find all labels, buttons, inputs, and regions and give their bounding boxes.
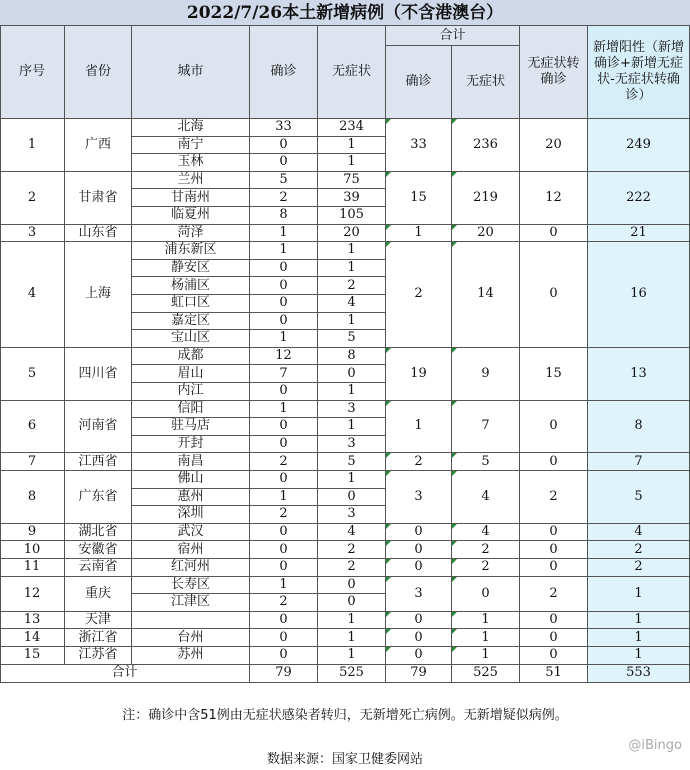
city-name: 南昌 [132,453,250,471]
city-asymptomatic: 1 [318,242,386,260]
province-new-positive: 1 [588,612,690,630]
city-asymptomatic: 3 [318,436,386,454]
province-new-positive: 4 [588,524,690,542]
city-name: 长寿区 [132,577,250,595]
city-confirmed: 1 [250,489,318,507]
city-confirmed: 2 [250,453,318,471]
row-seq: 2 [0,172,65,225]
province-total-asymptomatic: 0 [452,577,520,612]
city-name: 眉山 [132,365,250,383]
province-converted: 0 [520,612,588,630]
city-asymptomatic: 4 [318,295,386,313]
city-asymptomatic: 1 [318,629,386,647]
city-confirmed: 1 [250,242,318,260]
city-asymptomatic: 5 [318,330,386,348]
province-name: 安徽省 [65,541,132,559]
header-total-asymptomatic: 无症状 [452,46,520,119]
province-new-positive: 2 [588,541,690,559]
province-name: 云南省 [65,559,132,577]
province-total-asymptomatic: 1 [452,647,520,665]
province-total-confirmed: 2 [386,453,452,471]
header-province: 省份 [65,26,132,119]
city-confirmed: 0 [250,471,318,489]
province-name: 四川省 [65,348,132,401]
header-asymptomatic: 无症状 [318,26,386,119]
province-total-asymptomatic: 2 [452,559,520,577]
province-total-confirmed: 0 [386,647,452,665]
city-confirmed: 0 [250,260,318,278]
row-seq: 9 [0,524,65,542]
city-asymptomatic: 3 [318,506,386,524]
totals-label: 合计 [0,665,250,683]
province-total-confirmed: 1 [386,225,452,243]
city-asymptomatic: 1 [318,383,386,401]
province-total-confirmed: 33 [386,119,452,172]
row-seq: 4 [0,242,65,348]
province-total-asymptomatic: 2 [452,541,520,559]
province-name: 广西 [65,119,132,172]
city-confirmed: 0 [250,524,318,542]
province-name: 广东省 [65,471,132,524]
city-name: 江津区 [132,594,250,612]
province-converted: 0 [520,629,588,647]
province-converted: 0 [520,559,588,577]
totals-total-confirmed: 79 [386,665,452,683]
city-asymptomatic: 105 [318,207,386,225]
row-seq: 8 [0,471,65,524]
city-name: 成都 [132,348,250,366]
row-seq: 6 [0,401,65,454]
city-name [132,612,250,630]
city-confirmed: 8 [250,207,318,225]
province-converted: 0 [520,242,588,348]
footnote: 注：确诊中含51例由无症状感染者转归，无新增死亡病例。无新增疑似病例。 [122,708,568,723]
totals-confirmed: 79 [250,665,318,683]
city-asymptomatic: 20 [318,225,386,243]
row-seq: 13 [0,612,65,630]
city-confirmed: 0 [250,313,318,331]
city-confirmed: 0 [250,629,318,647]
city-asymptomatic: 0 [318,365,386,383]
city-confirmed: 0 [250,541,318,559]
city-confirmed: 0 [250,277,318,295]
city-asymptomatic: 75 [318,172,386,190]
row-seq: 10 [0,541,65,559]
city-name: 甘南州 [132,189,250,207]
city-name: 静安区 [132,260,250,278]
province-name: 江西省 [65,453,132,471]
city-name: 宿州 [132,541,250,559]
city-confirmed: 2 [250,594,318,612]
province-total-confirmed: 19 [386,348,452,401]
province-total-asymptomatic: 219 [452,172,520,225]
province-new-positive: 249 [588,119,690,172]
city-confirmed: 12 [250,348,318,366]
header-total-confirmed: 确诊 [386,46,452,119]
city-name: 兰州 [132,172,250,190]
city-name: 南宁 [132,137,250,155]
province-new-positive: 7 [588,453,690,471]
city-name: 台州 [132,629,250,647]
province-total-asymptomatic: 4 [452,524,520,542]
province-total-confirmed: 1 [386,401,452,454]
row-seq: 3 [0,225,65,243]
city-asymptomatic: 1 [318,260,386,278]
city-asymptomatic: 0 [318,594,386,612]
province-total-asymptomatic: 14 [452,242,520,348]
city-asymptomatic: 0 [318,489,386,507]
totals-new-positive: 553 [588,665,690,683]
province-name: 浙江省 [65,629,132,647]
city-confirmed: 1 [250,330,318,348]
province-converted: 12 [520,172,588,225]
province-name: 上海 [65,242,132,348]
province-name: 山东省 [65,225,132,243]
province-converted: 0 [520,401,588,454]
province-converted: 15 [520,348,588,401]
city-name: 内江 [132,383,250,401]
totals-asymptomatic: 525 [318,665,386,683]
province-name: 甘肃省 [65,172,132,225]
province-converted: 2 [520,577,588,612]
city-asymptomatic: 2 [318,541,386,559]
province-total-asymptomatic: 1 [452,612,520,630]
province-converted: 0 [520,453,588,471]
city-name: 驻马店 [132,418,250,436]
province-total-confirmed: 2 [386,242,452,348]
city-confirmed: 1 [250,225,318,243]
city-name: 玉林 [132,154,250,172]
totals-total-asymptomatic: 525 [452,665,520,683]
city-name: 临夏州 [132,207,250,225]
province-total-asymptomatic: 236 [452,119,520,172]
province-total-confirmed: 3 [386,577,452,612]
header-new-positive: 新增阳性（新增确诊+新增无症状-无症状转确诊） [588,26,690,119]
city-asymptomatic: 3 [318,401,386,419]
header-confirmed: 确诊 [250,26,318,119]
city-asymptomatic: 0 [318,577,386,595]
city-confirmed: 0 [250,295,318,313]
watermark: @iBingo [628,738,682,753]
province-converted: 0 [520,524,588,542]
province-total-confirmed: 0 [386,524,452,542]
city-confirmed: 0 [250,559,318,577]
city-name: 佛山 [132,471,250,489]
header-total: 合计 [386,26,520,46]
city-asymptomatic: 1 [318,418,386,436]
city-name: 嘉定区 [132,313,250,331]
header-converted: 无症状转确诊 [520,26,588,119]
province-new-positive: 2 [588,559,690,577]
province-total-confirmed: 0 [386,612,452,630]
city-name: 杨浦区 [132,277,250,295]
city-asymptomatic: 2 [318,559,386,577]
data-source: 数据来源：国家卫健委网站 [266,752,423,767]
city-name: 虹口区 [132,295,250,313]
province-total-asymptomatic: 4 [452,471,520,524]
province-converted: 0 [520,647,588,665]
city-name: 苏州 [132,647,250,665]
city-asymptomatic: 4 [318,524,386,542]
province-new-positive: 5 [588,471,690,524]
city-name: 红河州 [132,559,250,577]
city-name: 宝山区 [132,330,250,348]
province-total-confirmed: 0 [386,559,452,577]
city-confirmed: 1 [250,577,318,595]
city-confirmed: 0 [250,418,318,436]
city-name: 惠州 [132,489,250,507]
city-asymptomatic: 1 [318,154,386,172]
province-total-asymptomatic: 20 [452,225,520,243]
city-asymptomatic: 39 [318,189,386,207]
province-new-positive: 1 [588,577,690,612]
province-name: 江苏省 [65,647,132,665]
province-total-asymptomatic: 5 [452,453,520,471]
city-confirmed: 2 [250,189,318,207]
city-name: 北海 [132,119,250,137]
city-name: 信阳 [132,401,250,419]
province-new-positive: 16 [588,242,690,348]
province-converted: 20 [520,119,588,172]
province-new-positive: 222 [588,172,690,225]
row-seq: 7 [0,453,65,471]
province-name: 河南省 [65,401,132,454]
city-asymptomatic: 8 [318,348,386,366]
city-confirmed: 5 [250,172,318,190]
row-seq: 1 [0,119,65,172]
province-total-confirmed: 15 [386,172,452,225]
city-asymptomatic: 1 [318,612,386,630]
row-seq: 12 [0,577,65,612]
city-name: 浦东新区 [132,242,250,260]
table-left-border [0,26,1,683]
city-asymptomatic: 1 [318,647,386,665]
province-name: 湖北省 [65,524,132,542]
city-asymptomatic: 1 [318,471,386,489]
province-total-confirmed: 0 [386,541,452,559]
row-seq: 15 [0,647,65,665]
city-asymptomatic: 234 [318,119,386,137]
row-seq: 11 [0,559,65,577]
province-total-confirmed: 0 [386,629,452,647]
city-name: 武汉 [132,524,250,542]
city-confirmed: 33 [250,119,318,137]
province-total-asymptomatic: 7 [452,401,520,454]
province-total-asymptomatic: 9 [452,348,520,401]
city-name: 开封 [132,436,250,454]
city-confirmed: 0 [250,647,318,665]
city-asymptomatic: 1 [318,137,386,155]
city-name: 深圳 [132,506,250,524]
city-asymptomatic: 1 [318,313,386,331]
province-new-positive: 1 [588,629,690,647]
row-seq: 5 [0,348,65,401]
city-name: 菏泽 [132,225,250,243]
province-converted: 0 [520,225,588,243]
city-confirmed: 2 [250,506,318,524]
province-new-positive: 21 [588,225,690,243]
province-new-positive: 13 [588,348,690,401]
city-asymptomatic: 5 [318,453,386,471]
city-confirmed: 0 [250,436,318,454]
totals-converted: 51 [520,665,588,683]
province-total-confirmed: 3 [386,471,452,524]
province-new-positive: 1 [588,647,690,665]
province-name: 天津 [65,612,132,630]
page-title: 2022/7/26本土新增病例（不含港澳台） [0,0,690,26]
row-seq: 14 [0,629,65,647]
city-confirmed: 0 [250,383,318,401]
header-city: 城市 [132,26,250,119]
province-new-positive: 8 [588,401,690,454]
province-total-asymptomatic: 1 [452,629,520,647]
city-confirmed: 0 [250,612,318,630]
province-converted: 0 [520,541,588,559]
city-asymptomatic: 2 [318,277,386,295]
city-confirmed: 1 [250,401,318,419]
city-confirmed: 0 [250,154,318,172]
city-confirmed: 0 [250,137,318,155]
province-converted: 2 [520,471,588,524]
header-seq: 序号 [0,26,65,119]
city-confirmed: 7 [250,365,318,383]
province-name: 重庆 [65,577,132,612]
